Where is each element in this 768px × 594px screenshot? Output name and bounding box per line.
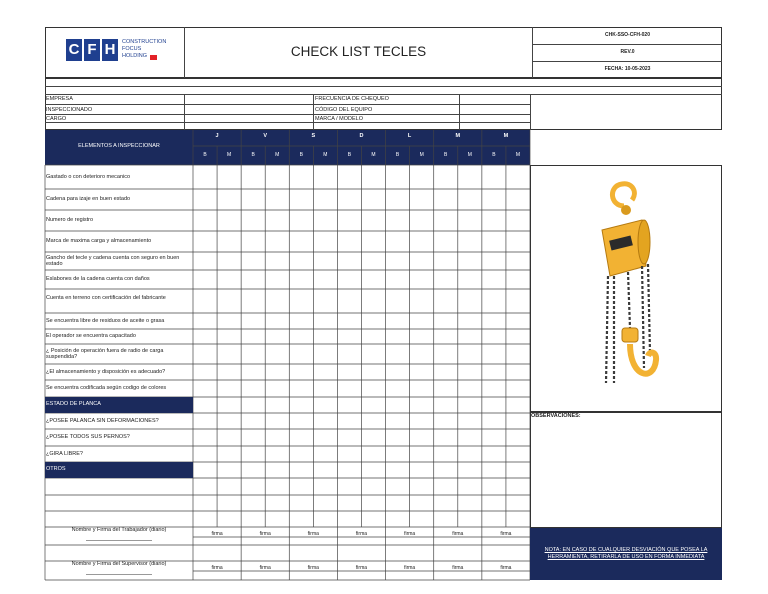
shift-header: B <box>203 152 207 158</box>
document-revision: REV.0 <box>620 49 635 55</box>
shift-header: M <box>227 152 232 158</box>
shift-header: M <box>419 152 424 158</box>
shift-header: B <box>492 152 496 158</box>
supervisor-firma-cell: firma <box>211 565 223 571</box>
palanca-item: ¿POSEE TODOS SUS PERNOS? <box>46 434 130 441</box>
day-header-3: D <box>359 133 364 139</box>
document-date: FECHA: 10-05-2023 <box>604 66 651 72</box>
shift-header: M <box>467 152 472 158</box>
inspection-item: ¿El almacenamiento y disposición es adecuado? <box>46 368 166 375</box>
worker-firma-cell: firma <box>404 531 416 537</box>
shift-header: B <box>251 152 255 158</box>
inspection-item: Numero de registro <box>46 217 94 224</box>
bottom-block <box>622 328 638 342</box>
info-codigo-label: CÓDIGO DEL EQUIPO <box>315 107 373 113</box>
shift-header: B <box>347 152 352 158</box>
logo-text-3: HOLDING <box>122 53 148 59</box>
logo-letter-h: H <box>102 39 118 61</box>
observations-label: OBSERVACIONES: <box>531 413 581 419</box>
supervisor-firma-cell: firma <box>355 565 368 571</box>
inspection-item: Se encuentra libre de residuos de aceite o grasa <box>46 317 165 324</box>
inspection-item: El operador se encuentra capacitado <box>46 333 136 340</box>
supervisor-firma-cell: firma <box>307 565 319 571</box>
elements-header-label: ELEMENTOS A INSPECCIONAR <box>78 143 160 149</box>
supervisor-signature-label: Nombre y Firma del Supervisor (diario) <box>71 561 167 567</box>
section-palanca-label: ESTADO DE PLANCA <box>46 401 101 407</box>
section-otros-bar <box>45 462 193 478</box>
palanca-item: ¿POSEE PALANCA SIN DEFORMACIONES? <box>46 417 159 424</box>
shift-header: M <box>371 152 376 158</box>
worker-signature-label: Nombre y Firma del Trabajador (diario) <box>71 527 167 533</box>
info-inspeccionado-label: INSPECCIONADO <box>46 107 93 113</box>
worker-firma-cell: firma <box>500 531 512 537</box>
logo-letter-c: C <box>66 39 82 61</box>
info-marca-label: MARCA / MODELO <box>315 116 363 122</box>
supervisor-firma-cell: firma <box>452 565 464 571</box>
hoist-chains <box>606 264 650 383</box>
day-header-1: V <box>263 133 268 139</box>
inspection-item: Cuenta en terreno con certificación del fabricante <box>46 294 166 301</box>
inspection-item: Se encuentra codificada según codigo de colores <box>46 385 167 392</box>
worker-firma-cell: firma <box>355 531 368 537</box>
day-header-5: M <box>455 133 461 139</box>
page-title: CHECK LIST TECLES <box>290 44 427 59</box>
worker-firma-cell: firma <box>259 531 271 537</box>
day-header-0: J <box>215 133 219 139</box>
hand-wheel <box>638 220 650 264</box>
inspection-item: ¿ Posición de operación fuera de radio de carga suspendida? <box>46 347 164 360</box>
chain-hoist-image <box>580 178 690 393</box>
logo-letter-f: F <box>84 39 100 61</box>
logo-text-2: FOCUS <box>122 46 142 52</box>
inspection-item: Gastado o con deterioro mecanico <box>46 173 131 180</box>
logo-text-1: CONSTRUCTION <box>122 39 167 45</box>
shift-header: B <box>299 152 303 158</box>
shift-header: M <box>323 152 328 158</box>
info-cargo-label: CARGO <box>46 116 67 122</box>
document-code: CHK-SSO-CFH-020 <box>604 32 650 38</box>
inspection-item: Eslabones de la cadena cuenta con daños <box>46 276 150 283</box>
shift-header: B <box>395 152 400 158</box>
worker-firma-cell: firma <box>211 531 223 537</box>
inspection-item: Cadena para izaje en buen estado <box>46 196 131 203</box>
info-frecuencia-label: FRECUENCIA DE CHEQUEO <box>315 96 389 102</box>
top-hook <box>612 184 634 206</box>
supervisor-firma-cell: firma <box>404 565 416 571</box>
supervisor-firma-cell: firma <box>259 565 271 571</box>
hook-swivel <box>621 205 631 215</box>
info-empresa-label: EMPRESA <box>46 96 73 102</box>
observations-panel <box>530 412 722 528</box>
supervisor-firma-cell: firma <box>500 565 512 571</box>
note-text: NOTA: EN CASO DE CUALQUIER DESVIACIÓN QUE POSEA LA HERRAMIENTA, RETIRARLA DE USO EN FORMA INMEDIATA <box>544 547 708 560</box>
palanca-item: ¿GIRA LIBRE? <box>46 450 83 457</box>
worker-firma-cell: firma <box>307 531 319 537</box>
day-header-2: S <box>311 133 316 139</box>
inspection-item: Gancho del tecle y cadena cuenta con seguro en buen estado <box>46 254 180 267</box>
section-otros-label: OTROS <box>46 466 66 472</box>
day-header-6: M <box>503 133 509 139</box>
shift-header: B <box>444 152 448 158</box>
shift-header: M <box>275 152 280 158</box>
day-header-4: L <box>407 133 412 139</box>
inspection-item: Marca de maxima carga y almacenamiento <box>46 238 152 245</box>
shift-header: M <box>515 152 521 158</box>
worker-firma-cell: firma <box>452 531 464 537</box>
